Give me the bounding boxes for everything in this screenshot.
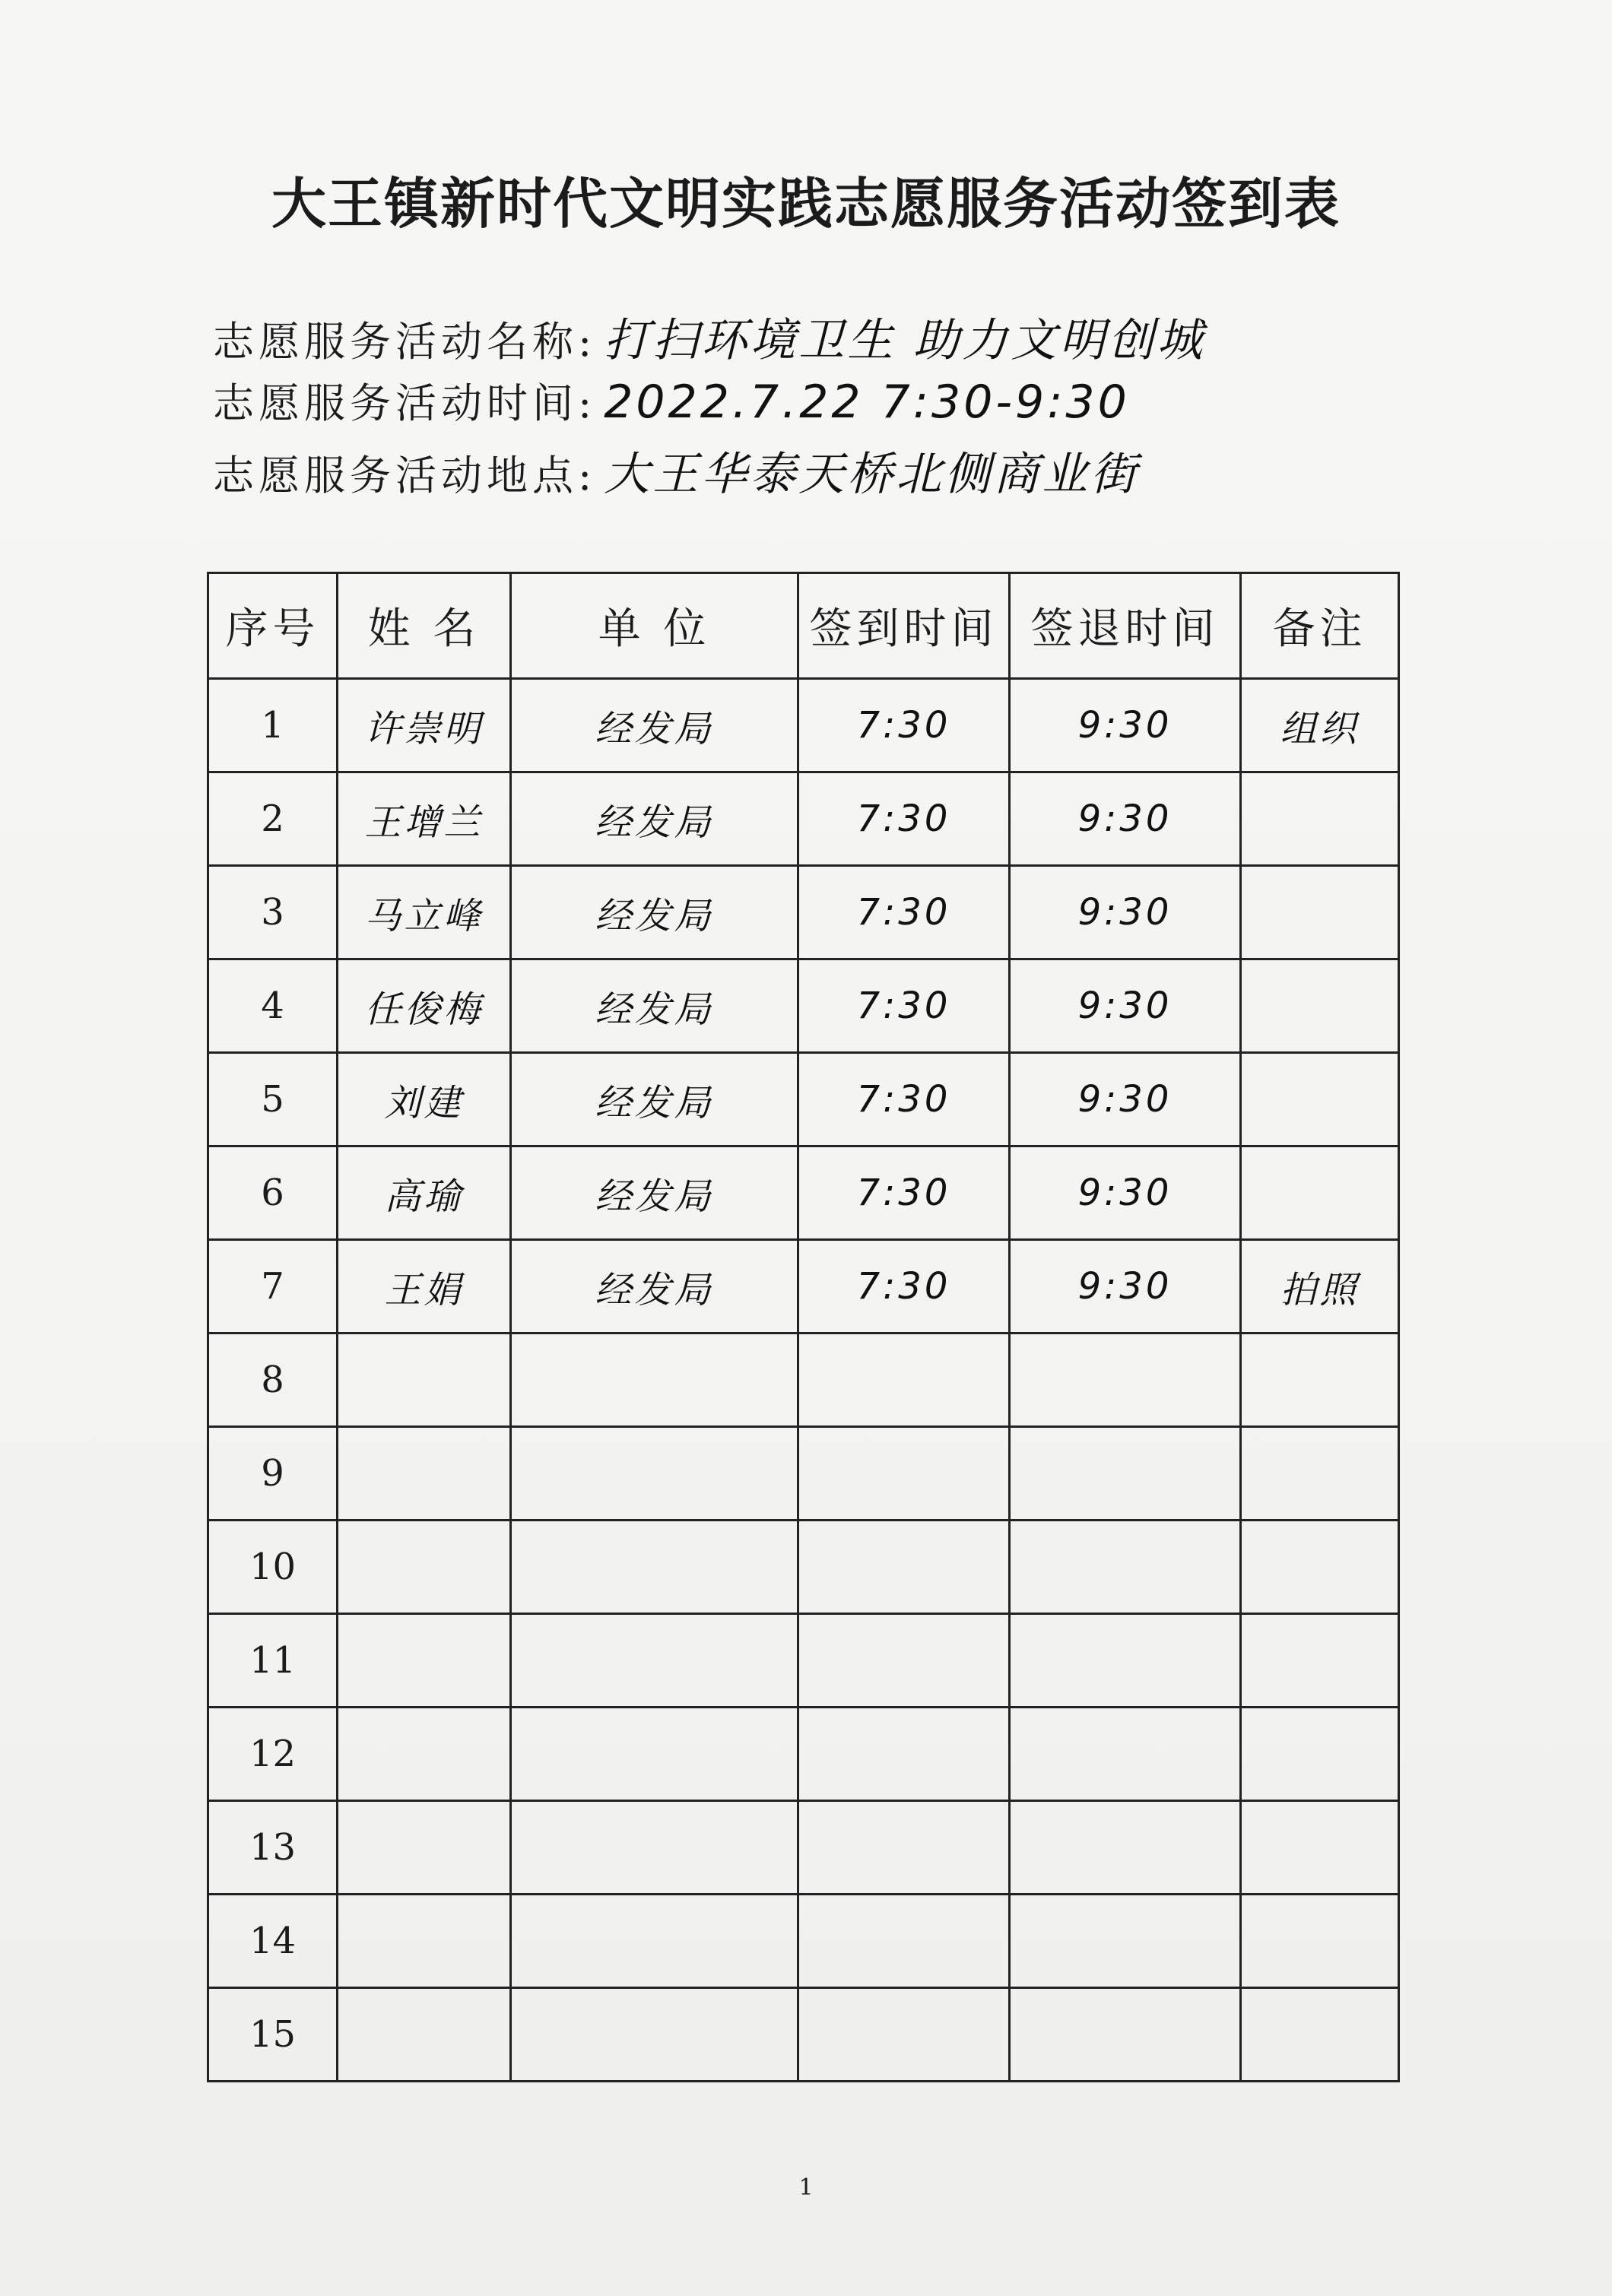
volunteer-unit [511,1988,798,2082]
sign-in-time: 7:30 [798,1240,1010,1334]
remark [1241,1801,1399,1895]
row-index: 11 [208,1614,338,1708]
volunteer-name: 高瑜 [338,1146,511,1240]
row-index: 12 [208,1708,338,1801]
row-index: 1 [208,679,338,772]
table-row [208,1988,1399,2082]
table-header-row [208,573,1399,679]
table-row [208,1708,1399,1801]
volunteer-unit [511,1427,798,1521]
remark [1241,959,1399,1053]
volunteer-name [338,1521,511,1614]
remark [1241,1895,1399,1988]
row-index: 8 [208,1334,338,1427]
row-index: 14 [208,1895,338,1988]
remark: 拍照 [1241,1240,1399,1334]
activity-time-line [213,371,1130,430]
document-title: 大王镇新时代文明实践志愿服务活动签到表 [271,171,1341,236]
table-row [208,1427,1399,1521]
volunteer-unit: 经发局 [511,772,798,866]
row-index: 10 [208,1521,338,1614]
activity-place-value: 大王华泰天桥北侧商业街 [604,448,1140,501]
sign-out-time [1010,1614,1241,1708]
table-row [208,1334,1399,1427]
sign-in-time: 7:30 [798,959,1010,1053]
table-row [208,959,1399,1053]
volunteer-name [338,1895,511,1988]
volunteer-unit [511,1521,798,1614]
sign-out-time [1010,1521,1241,1614]
remark [1241,866,1399,959]
volunteer-unit [511,1334,798,1427]
sign-in-time [798,1708,1010,1801]
sign-in-time [798,1895,1010,1988]
volunteer-name: 许崇明 [338,679,511,772]
sign-in-time: 7:30 [798,1053,1010,1146]
volunteer-unit: 经发局 [511,959,798,1053]
volunteer-unit: 经发局 [511,1053,798,1146]
remark [1241,1708,1399,1801]
table-row [208,1895,1399,1988]
volunteer-name [338,1988,511,2082]
sign-out-time: 9:30 [1010,866,1241,959]
activity-time-label: 志愿服务活动时间: [213,379,597,427]
volunteer-name [338,1334,511,1427]
table-row [208,1801,1399,1895]
sign-out-time: 9:30 [1010,1146,1241,1240]
volunteer-unit: 经发局 [511,866,798,959]
activity-place-line [213,438,1139,503]
table-row [208,1053,1399,1146]
volunteer-name: 任俊梅 [338,959,511,1053]
table-row [208,1146,1399,1240]
remark [1241,1521,1399,1614]
volunteer-name: 王娟 [338,1240,511,1334]
row-index: 2 [208,772,338,866]
sign-out-time [1010,1801,1241,1895]
table-row [208,1240,1399,1334]
activity-place-label: 志愿服务活动地点: [213,452,597,499]
volunteer-unit [511,1614,798,1708]
volunteer-name: 王增兰 [338,772,511,866]
sign-in-time [798,1521,1010,1614]
volunteer-name [338,1614,511,1708]
sign-out-time [1010,1895,1241,1988]
activity-name-label: 志愿服务活动名称: [213,318,597,366]
volunteer-name [338,1801,511,1895]
page-number: 1 [798,2174,814,2201]
row-index: 5 [208,1053,338,1146]
row-index: 3 [208,866,338,959]
header-index: 序号 [208,573,338,679]
sign-out-time [1010,1427,1241,1521]
volunteer-unit [511,1895,798,1988]
sign-in-time: 7:30 [798,1146,1010,1240]
remark [1241,1427,1399,1521]
table-row [208,679,1399,772]
activity-name-line [213,304,1205,369]
sign-in-time: 7:30 [798,679,1010,772]
sign-out-time [1010,1708,1241,1801]
sign-in-time: 7:30 [798,772,1010,866]
sign-in-time [798,1334,1010,1427]
row-index: 7 [208,1240,338,1334]
sign-in-table [207,572,1400,2082]
sign-out-time: 9:30 [1010,959,1241,1053]
remark [1241,772,1399,866]
sign-out-time: 9:30 [1010,1053,1241,1146]
header-sign-out-time: 签退时间 [1010,573,1241,679]
remark [1241,1614,1399,1708]
activity-time-value: 2022.7.22 7:30-9:30 [604,376,1130,429]
header-sign-in-time: 签到时间 [798,573,1010,679]
table-row [208,1521,1399,1614]
row-index: 15 [208,1988,338,2082]
volunteer-unit [511,1801,798,1895]
sign-in-time [798,1614,1010,1708]
header-unit: 单 位 [511,573,798,679]
sign-out-time [1010,1988,1241,2082]
table-row [208,1614,1399,1708]
volunteer-name: 马立峰 [338,866,511,959]
volunteer-name [338,1708,511,1801]
volunteer-unit: 经发局 [511,1146,798,1240]
sign-in-time [798,1427,1010,1521]
row-index: 4 [208,959,338,1053]
remark: 组织 [1241,679,1399,772]
header-name: 姓 名 [338,573,511,679]
row-index: 6 [208,1146,338,1240]
volunteer-unit [511,1708,798,1801]
activity-name-value: 打扫环境卫生 助力文明创城 [604,314,1206,367]
remark [1241,1146,1399,1240]
sign-out-time: 9:30 [1010,1240,1241,1334]
sign-out-time: 9:30 [1010,679,1241,772]
sign-out-time: 9:30 [1010,772,1241,866]
header-remark: 备注 [1241,573,1399,679]
sign-in-time [798,1801,1010,1895]
table-row [208,866,1399,959]
remark [1241,1053,1399,1146]
remark [1241,1334,1399,1427]
table-row [208,772,1399,866]
volunteer-unit: 经发局 [511,1240,798,1334]
remark [1241,1988,1399,2082]
volunteer-unit: 经发局 [511,679,798,772]
sign-out-time [1010,1334,1241,1427]
sign-in-time: 7:30 [798,866,1010,959]
volunteer-name [338,1427,511,1521]
row-index: 13 [208,1801,338,1895]
volunteer-name: 刘建 [338,1053,511,1146]
row-index: 9 [208,1427,338,1521]
sign-in-time [798,1988,1010,2082]
